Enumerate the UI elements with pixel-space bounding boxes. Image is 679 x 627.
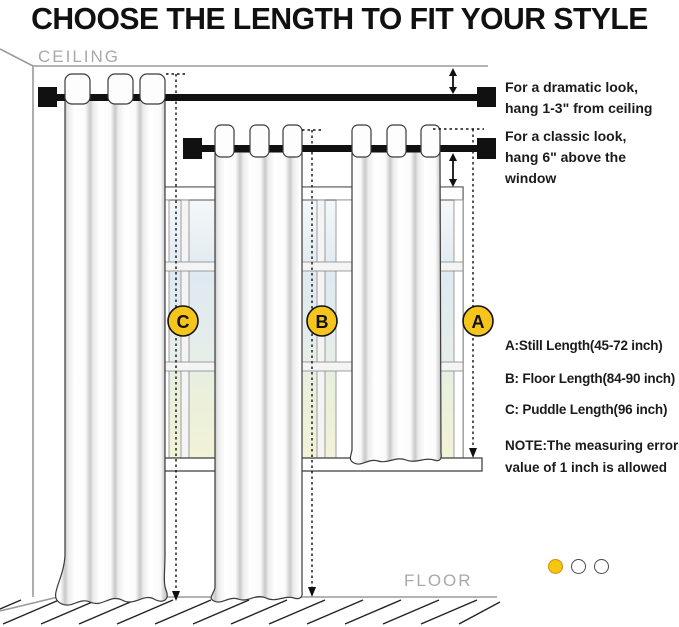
note-line: NOTE:The measuring error [505, 438, 679, 453]
annotation-line: hang 6" above the window [505, 149, 626, 186]
gap-arrow-ceiling-rod [449, 68, 457, 94]
floor-label: FLOOR [404, 571, 473, 590]
rod-finial-left [38, 87, 57, 107]
window-center-post [336, 200, 352, 458]
window-frame-right [454, 200, 463, 458]
pagination-dot-1-active[interactable] [548, 559, 563, 574]
pagination-dot-3[interactable] [594, 559, 609, 574]
badge-a-letter: A [471, 312, 485, 332]
badge-c [168, 306, 198, 336]
measure-arrowhead-b [308, 587, 316, 597]
annotation-classic-look [505, 126, 679, 189]
rod-finial-right [477, 87, 496, 107]
ceiling-label: CEILING [38, 47, 121, 66]
page-title: CHOOSE THE LENGTH TO FIT YOUR STYLE [31, 1, 648, 36]
note-line: value of 1 inch is allowed [505, 460, 668, 475]
measure-arrowhead-a [469, 448, 477, 458]
rod-finial-right [477, 138, 496, 159]
pagination-dots [548, 559, 609, 574]
annotation-line: For a classic look, [505, 128, 627, 144]
rod-finial-left [183, 138, 202, 159]
ceiling-corner-line [0, 49, 33, 66]
badge-a [463, 306, 493, 336]
curtain-c [56, 99, 168, 605]
length-c-label: C: Puddle Length(96 inch) [505, 402, 668, 417]
badge-b-letter: B [315, 312, 329, 332]
gap-arrow-rod-window [449, 153, 457, 187]
annotation-dramatic-look [505, 77, 679, 119]
pagination-dot-2[interactable] [571, 559, 586, 574]
length-b-label: B: Floor Length(84-90 inch) [505, 371, 676, 386]
measuring-note [505, 435, 679, 479]
badge-c-letter: C [176, 312, 190, 332]
curtain-b [211, 152, 302, 602]
length-a-label: A:Still Length(45-72 inch) [505, 338, 663, 353]
measure-arrowhead-c [172, 591, 180, 601]
curtain-a [350, 152, 441, 464]
annotation-line: hang 1-3" from ceiling [505, 100, 653, 116]
annotation-line: For a dramatic look, [505, 79, 639, 95]
badge-b [307, 306, 337, 336]
